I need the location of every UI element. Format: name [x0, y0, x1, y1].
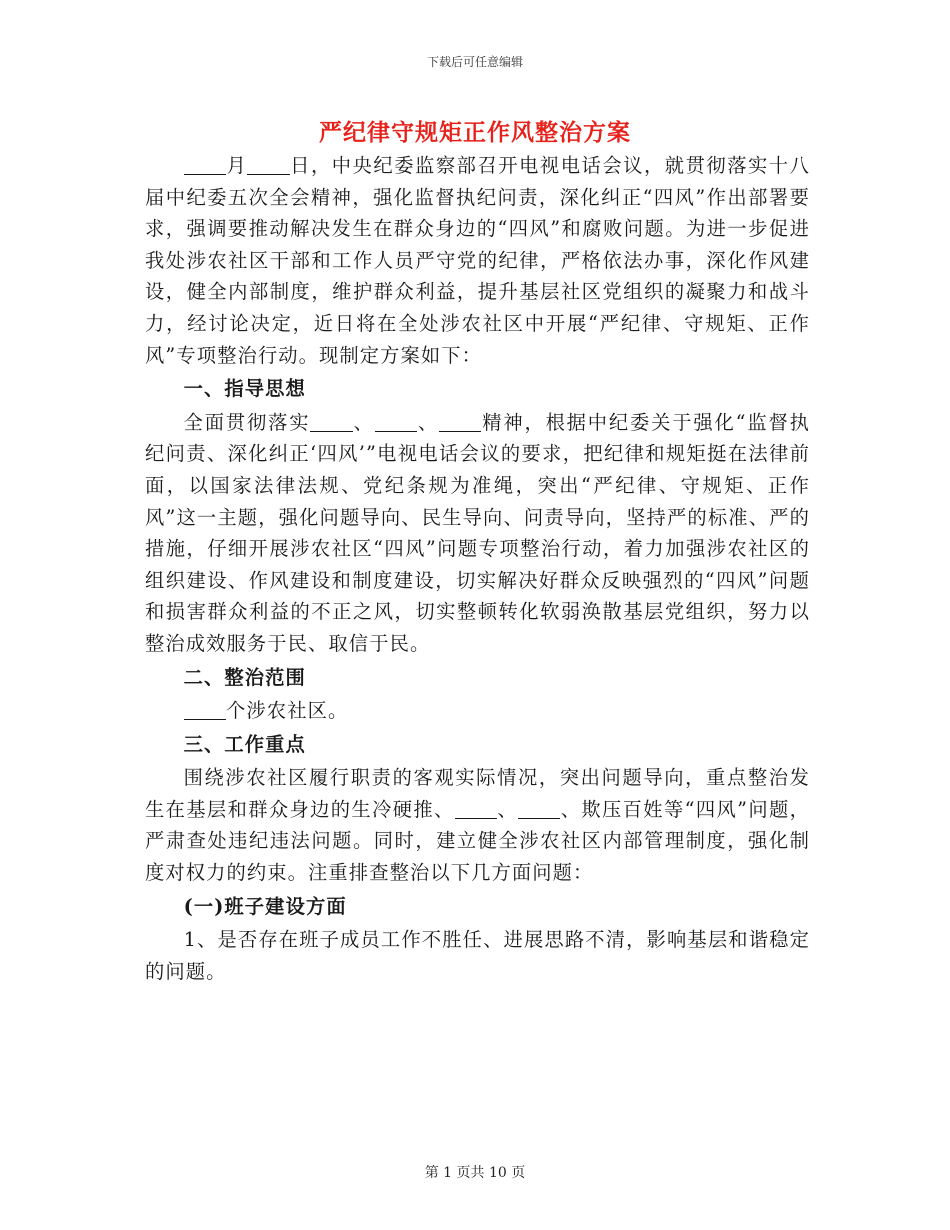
- intro-paragraph: 月 日，中央纪委监察部召开电视电话会议，就贯彻落实十八届中纪委五次全会精神，强化监督执纪问责，深化纠正“四风”作出部署要求，强调要推动解决发生在群众身边的“四风”和腐败问题。为进一步促进我处涉农社区干部和工作人员严守党的纪律，严格依法办事，深化作风建设，健全内部制度，维护群众利益，提升基层社区党组织的凝聚力和战斗力，经讨论决定，近日将在全处涉农社区中开展“严纪律、守规矩、正作风”专项整治行动。现制定方案如下：: [145, 154, 810, 367]
- section-heading: 一、指导思想: [183, 377, 306, 401]
- section-paragraph: 全面贯彻落实 、 、 精神，根据中纪委关于强化“监督执纪问责、深化纠正‘四风’”电视电话会议的要求，把纪律和规矩挺在法律前面，以国家法律法规、党纪条规为准绳，突出“严纪律、守规矩、正作风”这一主题，强化问题导向、民生导向、问责导向，坚持严的标准、严的措施，仔细开展涉农社区“四风”问题专项整治行动，着力加强涉农社区的组织建设、作风建设和制度建设，切实解决好群众反映强烈的“四风”问题和损害群众利益的不正之风，切实整顿转化软弱涣散基层党组织，努力以整治成效服务于民、取信于民。: [145, 410, 810, 655]
- section-heading: 二、整治范围: [183, 665, 306, 689]
- blank-field: [375, 411, 417, 431]
- blank-field: [455, 798, 497, 818]
- header-note: 下载后可任意编辑: [426, 55, 523, 69]
- document-body: [145, 150, 810, 987]
- blank-field: [518, 798, 560, 818]
- section-paragraph: 个涉农社区。: [145, 695, 810, 727]
- document-title: 严纪律守规矩正作风整治方案: [319, 119, 631, 146]
- page-footer: 第 1 页共 10 页: [424, 1165, 526, 1181]
- list-item: 1、是否存在班子成员工作不胜任、进展思路不清，影响基层和谐稳定的问题。: [145, 928, 810, 983]
- subsection-heading: (一)班子建设方面: [183, 894, 347, 918]
- blank-field: [247, 155, 289, 175]
- section-paragraph: 围绕涉农社区履行职责的客观实际情况，突出问题导向，重点整治发生在基层和群众身边的生冷硬推、 、 、欺压百姓等“四风”问题，严肃查处违纪违法问题。同时，建立健全涉农社区内部管理制度，强化制度对权力的约束。注重排查整治以下几方面问题：: [145, 766, 810, 885]
- section-heading: 三、工作重点: [183, 732, 306, 756]
- blank-field: [310, 411, 352, 431]
- blank-field: [184, 700, 226, 720]
- blank-field: [184, 155, 226, 175]
- blank-field: [439, 411, 481, 431]
